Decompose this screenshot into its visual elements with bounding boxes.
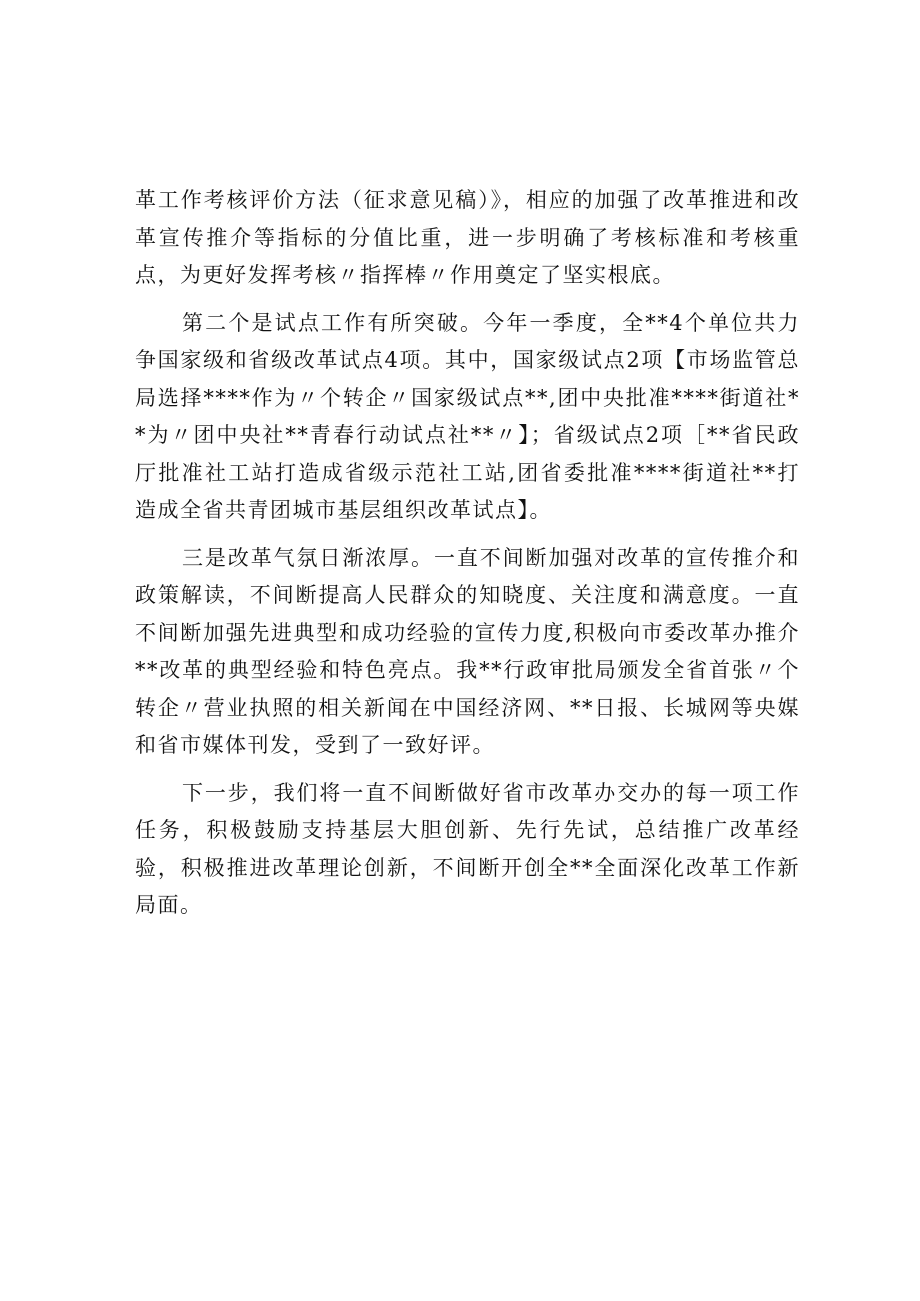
document-body xyxy=(135,182,800,935)
paragraph-next-steps: 下一步，我们将一直不间断做好省市改革办交办的每一项工作任务，积极鼓励支持基层大胆创新、先行先试，总结推广改革经验，积极推进改革理论创新，不间断开创全**全面深化改革工作新局面。 xyxy=(135,780,800,917)
paragraph-continuation: 革工作考核评价方法（征求意见稿）》，相应的加强了改革推进和改革宣传推介等指标的分值比重，进一步明确了考核标准和考核重点，为更好发挥考核〃指挥棒〃作用奠定了坚实根底。 xyxy=(135,188,800,287)
paragraph-pilot-breakthrough: 第二个是试点工作有所突破。今年一季度，全**4个单位共力争国家级和省级改革试点4项。其中，国家级试点2项【市场监管总局选择****作为〃个转企〃国家级试点**,团中央批准****街道社**为〃团中央社**青春行动试点社**〃】；省级试点2项［**省民政厅批准社工站打造成省级示范社工站,团省委批准****街道社**打造成全省共青团城市基层组织改革试点】。 xyxy=(135,310,800,522)
paragraph-reform-atmosphere: 三是改革气氛日渐浓厚。一直不间断加强对改革的宣传推介和政策解读，不间断提高人民群众的知晓度、关注度和满意度。一直不间断加强先进典型和成功经验的宣传力度,积极向市委改革办推介**改革的典型经验和特色亮点。我**行政审批局颁发全省首张〃个转企〃营业执照的相关新闻在中国经济网、**日报、长城网等央媒和省市媒体刊发，受到了一致好评。 xyxy=(135,545,800,757)
